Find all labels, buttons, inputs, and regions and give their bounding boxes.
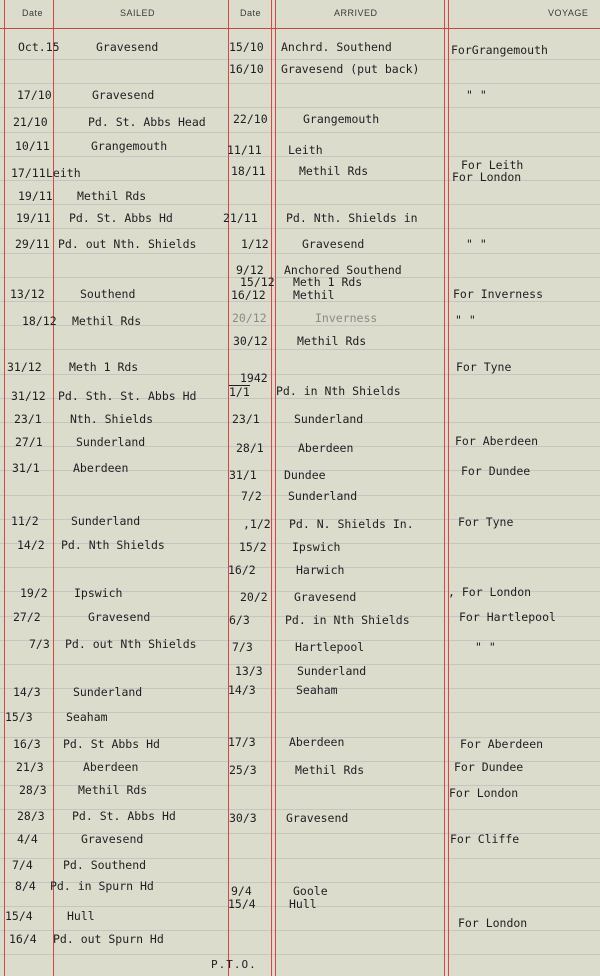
arrived-date: 21/11 [223,211,258,225]
arrived-date: 7/2 [241,489,262,503]
voyage: For Dundee [454,760,524,774]
arrived-date: 9/12 [236,263,264,277]
sailed-place: Meth 1 Rds [69,360,139,374]
arrived-place: Harwich [296,563,345,577]
sailed-place: Pd. out Nth. Shields [58,237,197,251]
arrived-place: Grangemouth [303,112,380,126]
ruled-line [0,930,600,931]
sailed-place: Gravesend [96,40,159,54]
sailed-date: 13/12 [10,287,45,301]
arrived-date: 15/2 [239,540,267,554]
voyage: For Dundee [461,464,531,478]
arrived-place: Meth 1 Rds [293,275,363,289]
sailed-place: Sunderland [73,685,143,699]
sailed-place: Grangemouth [91,139,168,153]
ruled-line [0,83,600,84]
sailed-place: Sunderland [71,514,141,528]
column-line [448,0,449,976]
voyage: " " [455,313,476,327]
sailed-date: 14/3 [13,685,41,699]
arrived-place: Hartlepool [295,640,365,654]
arrived-place: Gravesend (put back) [281,62,420,76]
ruled-line [0,228,600,229]
sailed-date: 7/4 [12,858,33,872]
sailed-date: Oct.15 [18,40,60,54]
voyage: ForGrangemouth [451,43,548,57]
voyage: For Hartlepool [459,610,556,624]
voyage: For London [452,170,522,184]
arrived-place: Methil [293,288,335,302]
arrived-place: Hull [289,897,317,911]
arrived-place: Inverness [315,311,378,325]
ruled-line [0,349,600,350]
sailed-place: Pd. in Spurn Hd [50,879,154,893]
arrived-place: Dundee [284,468,326,482]
sailed-date: 10/11 [15,139,50,153]
arrived-date: ,1/2 [243,517,271,531]
header-voyage: VOYAGE [548,8,589,18]
arrived-date: 25/3 [229,763,257,777]
arrived-place: Goole [293,884,328,898]
voyage: " " [466,237,487,251]
arrived-date: 9/4 [231,884,252,898]
arrived-date: 1/1 [229,385,250,399]
sailed-date: 28/3 [19,783,47,797]
header-sailed: SAILED [120,8,156,18]
sailed-date: 27/1 [15,435,43,449]
header-date-arrived: Date [240,8,262,18]
ruled-line [0,132,600,133]
arrived-place: Sunderland [297,664,367,678]
ruled-line [0,59,600,60]
sailed-place: Gravesend [81,832,144,846]
arrived-date: 14/3 [228,683,256,697]
arrived-place: Aberdeen [289,735,345,749]
arrived-place: Pd. N. Shields In. [289,517,414,531]
sailed-place: Sunderland [76,435,146,449]
sailed-date: 8/4 [15,879,36,893]
voyage: For Inverness [453,287,544,301]
arrived-date: 16/12 [231,288,266,302]
voyage: " " [475,640,496,654]
header-date-sailed: Date [22,8,44,18]
ruled-line [0,954,600,955]
arrived-place: Seaham [296,683,338,697]
ruled-line [0,107,600,108]
sailed-date: 16/3 [13,737,41,751]
sailed-date: 23/1 [14,412,42,426]
sailed-date: 19/11 [16,211,51,225]
voyage: , For London [448,585,532,599]
column-line [53,0,54,976]
column-line [4,0,5,976]
sailed-place: Hull [67,909,95,923]
voyage: For Aberdeen [455,434,539,448]
arrived-place: Sunderland [294,412,364,426]
arrived-place: Pd. Nth. Shields in [286,211,418,225]
arrived-place: Methil Rds [297,334,367,348]
arrived-place: Anchrd. Southend [281,40,392,54]
arrived-date: 23/1 [232,412,260,426]
arrived-date: 17/3 [228,735,256,749]
ruled-line [0,253,600,254]
sailed-place: Seaham [66,710,108,724]
voyage: " " [466,88,487,102]
sailed-place: Aberdeen [83,760,139,774]
arrived-date: 30/3 [229,811,257,825]
sailed-place: Southend [80,287,136,301]
sailed-date: 18/12 [22,314,57,328]
arrived-date: 18/11 [231,164,266,178]
sailed-date: 19/11 [18,189,53,203]
arrived-year: 1942 [240,371,268,385]
sailed-place: Leith [46,166,81,180]
arrived-date: 13/3 [235,664,263,678]
sailed-date: 21/3 [16,760,44,774]
voyage: For Cliffe [450,832,520,846]
voyage: For London [449,786,519,800]
column-line [275,0,276,976]
arrived-date: 1/12 [241,237,269,251]
sailed-place: Pd. St Abbs Hd [63,737,160,751]
sailed-place: Methil Rds [78,783,148,797]
ruled-line [0,204,600,205]
sailed-place: Methil Rds [77,189,147,203]
sailed-date: 31/12 [11,389,46,403]
sailed-place: Aberdeen [73,461,129,475]
sailed-place: Pd. Sth. St. Abbs Hd [58,389,197,403]
arrived-place: Pd. in Nth Shields [276,384,401,398]
arrived-date: 16/2 [228,563,256,577]
sailed-date: 7/3 [29,637,50,651]
sailed-date: 4/4 [17,832,38,846]
sailed-place: Gravesend [92,88,155,102]
sailed-date: 14/2 [17,538,45,552]
arrived-date: 22/10 [233,112,268,126]
sailed-place: Pd. Southend [63,858,147,872]
arrived-date: 7/3 [232,640,253,654]
arrived-place: Gravesend [302,237,365,251]
ruled-line [0,374,600,375]
sailed-place: Pd. Nth Shields [61,538,165,552]
header-arrived: ARRIVED [334,8,378,18]
sailed-place: Pd. out Spurn Hd [53,932,164,946]
column-line [444,0,445,976]
sailed-date: 29/11 [15,237,50,251]
arrived-place: Anchored Southend [284,263,402,277]
arrived-place: Methil Rds [299,164,369,178]
arrived-date: 28/1 [236,441,264,455]
footer-pto: P.T.O. [211,958,257,971]
arrived-date: 16/10 [229,62,264,76]
voyage: For Tyne [456,360,512,374]
voyage: For Aberdeen [460,737,544,751]
arrived-date: 6/3 [229,613,250,627]
sailed-place: Gravesend [88,610,151,624]
sailed-date: 31/12 [7,360,42,374]
arrived-date: 11/11 [227,143,262,157]
arrived-place: Leith [288,143,323,157]
arrived-place: Pd. in Nth Shields [285,613,410,627]
sailed-date: 19/2 [20,586,48,600]
sailed-date: 15/4 [5,909,33,923]
arrived-date: 15/12 [240,275,275,289]
arrived-place: Sunderland [288,489,358,503]
sailed-place: Pd. St. Abbs Head [88,115,206,129]
sailed-place: Methil Rds [72,314,142,328]
sailed-date: 11/2 [11,514,39,528]
arrived-place: Gravesend [286,811,349,825]
arrived-date: 15/10 [229,40,264,54]
arrived-date: 15/4 [228,897,256,911]
arrived-place: Aberdeen [298,441,354,455]
sailed-place: Ipswich [74,586,123,600]
sailed-date: 17/10 [17,88,52,102]
sailed-place: Nth. Shields [70,412,154,426]
sailed-date: 31/1 [12,461,40,475]
sailed-place: Pd. St. Abbs Hd [69,211,173,225]
arrived-date: 31/1 [229,468,257,482]
arrived-date: 30/12 [233,334,268,348]
sailed-date: 28/3 [17,809,45,823]
sailed-date: 15/3 [5,710,33,724]
sailed-place: Pd. St. Abbs Hd [72,809,176,823]
sailed-place: Pd. out Nth Shields [65,637,197,651]
sailed-date: 17/11 [11,166,46,180]
arrived-place: Methil Rds [295,763,365,777]
voyage: For London [458,916,528,930]
column-line [271,0,272,976]
voyage: For Leith [461,158,524,172]
header-rule [0,28,600,29]
arrived-place: Gravesend [294,590,357,604]
arrived-date: 20/12 [232,311,267,325]
arrived-date: 20/2 [240,590,268,604]
arrived-place: Ipswich [292,540,341,554]
sailed-date: 16/4 [9,932,37,946]
sailed-date: 21/10 [13,115,48,129]
sailed-date: 27/2 [13,610,41,624]
voyage: For Tyne [458,515,514,529]
